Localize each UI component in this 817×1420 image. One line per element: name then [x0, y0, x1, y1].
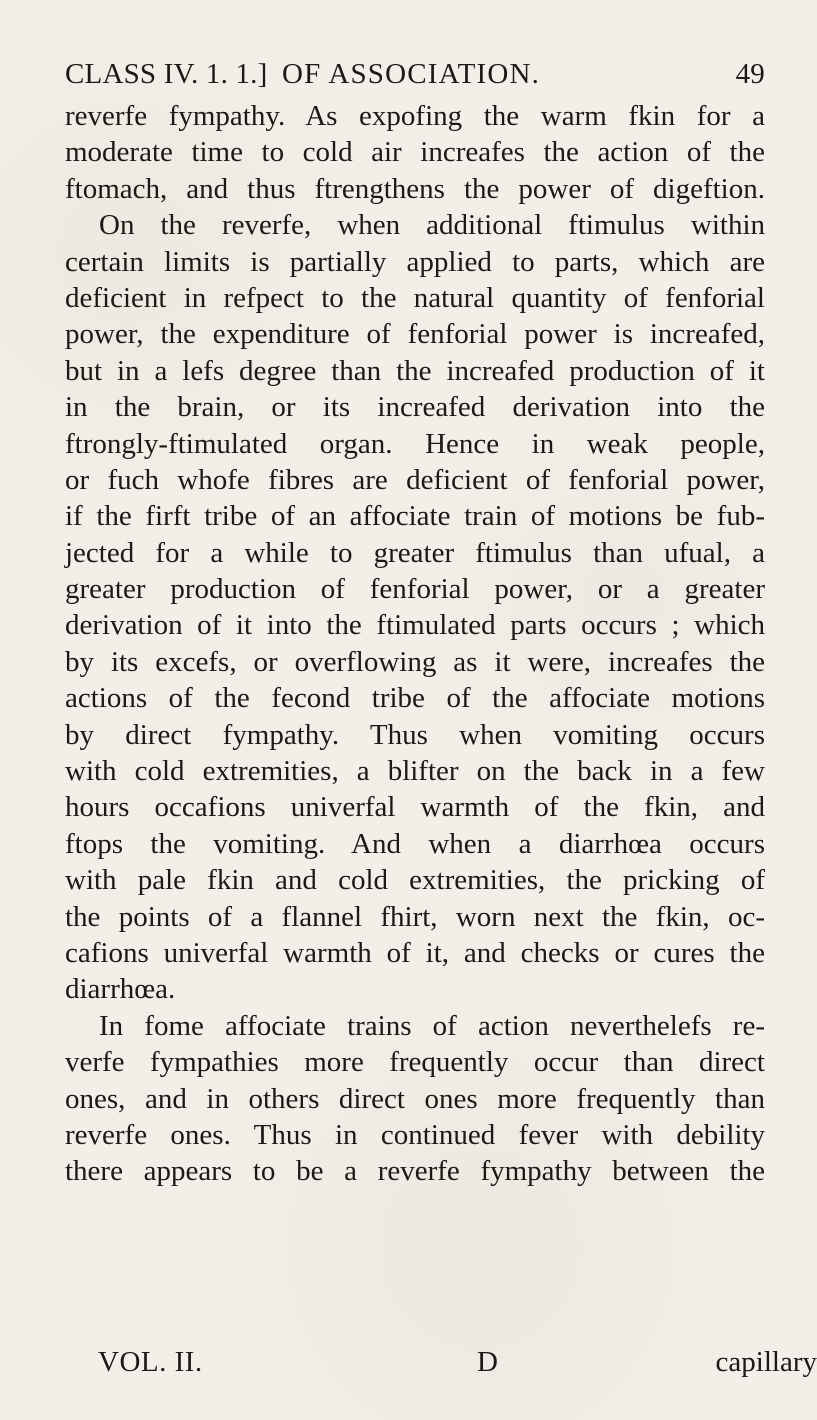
text-line: the points of a flannel fhirt, worn next the fkin, oc-	[65, 900, 765, 933]
text-line: actions of the fecond tribe of the affociate motions	[65, 682, 765, 715]
text-line: cafions univerfal warmth of it, and checks or cures the	[65, 936, 765, 969]
text-line: power, the expenditure of fenforial power is increafed,	[65, 318, 765, 351]
paragraph-start-line: In fome affociate trains of action neverthelefs re-	[99, 1009, 765, 1042]
text-line: by its excefs, or overflowing as it were, increafes the	[65, 645, 765, 678]
catchword: capillary	[715, 1346, 817, 1378]
text-line: greater production of fenforial power, or a greater	[65, 573, 765, 606]
text-line: verfe fympathies more frequently occur than direct	[65, 1046, 765, 1079]
text-line: with pale fkin and cold extremities, the pricking of	[65, 864, 765, 897]
paragraph-end-line: diarrhœa.	[65, 973, 176, 1006]
paragraph-start-line: On the reverfe, when additional ftimulus within	[99, 209, 765, 242]
text-line: jected for a while to greater ftimulus than ufual, a	[65, 536, 765, 569]
text-line: with cold extremities, a blifter on the back in a few	[65, 755, 765, 788]
text-line: hours occafions univerfal warmth of the fkin, and	[65, 791, 765, 824]
text-line: reverfe ones. Thus in continued fever with debility	[65, 1118, 765, 1151]
signature-mark: D	[477, 1346, 498, 1378]
class-reference: CLASS IV. 1. 1.]	[65, 58, 268, 90]
text-line: there appears to be a reverfe fympathy between the	[65, 1155, 765, 1188]
text-line: ftrongly-ftimulated organ. Hence in weak people,	[65, 427, 765, 460]
page-footer	[98, 1346, 817, 1384]
page-number: 49	[735, 58, 765, 90]
text-line: in the brain, or its increafed derivation into the	[65, 391, 765, 424]
running-title: OF ASSOCIATION.	[282, 58, 541, 90]
text-line: ftomach, and thus ftrengthens the power of digeftion.	[65, 172, 765, 205]
text-line: derivation of it into the ftimulated parts occurs ; which	[65, 609, 765, 642]
text-line: moderate time to cold air increafes the action of the	[65, 136, 765, 169]
text-line: ones, and in others direct ones more frequently than	[65, 1082, 765, 1115]
text-line: or fuch whofe fibres are deficient of fenforial power,	[65, 463, 765, 496]
text-line: deficient in refpect to the natural quantity of fenforial	[65, 281, 765, 314]
text-line: if the firft tribe of an affociate train of motions be fub-	[65, 500, 765, 533]
text-line: certain limits is partially applied to parts, which are	[65, 245, 765, 278]
volume-label: VOL. II.	[98, 1346, 203, 1378]
text-line: but in a lefs degree than the increafed production of it	[65, 354, 765, 387]
text-line: ftops the vomiting. And when a diarrhœa occurs	[65, 827, 765, 860]
body-text	[65, 98, 765, 1190]
text-line: reverfe fympathy. As expofing the warm fkin for a	[65, 100, 765, 132]
text-line: by direct fympathy. Thus when vomiting occurs	[65, 718, 765, 751]
